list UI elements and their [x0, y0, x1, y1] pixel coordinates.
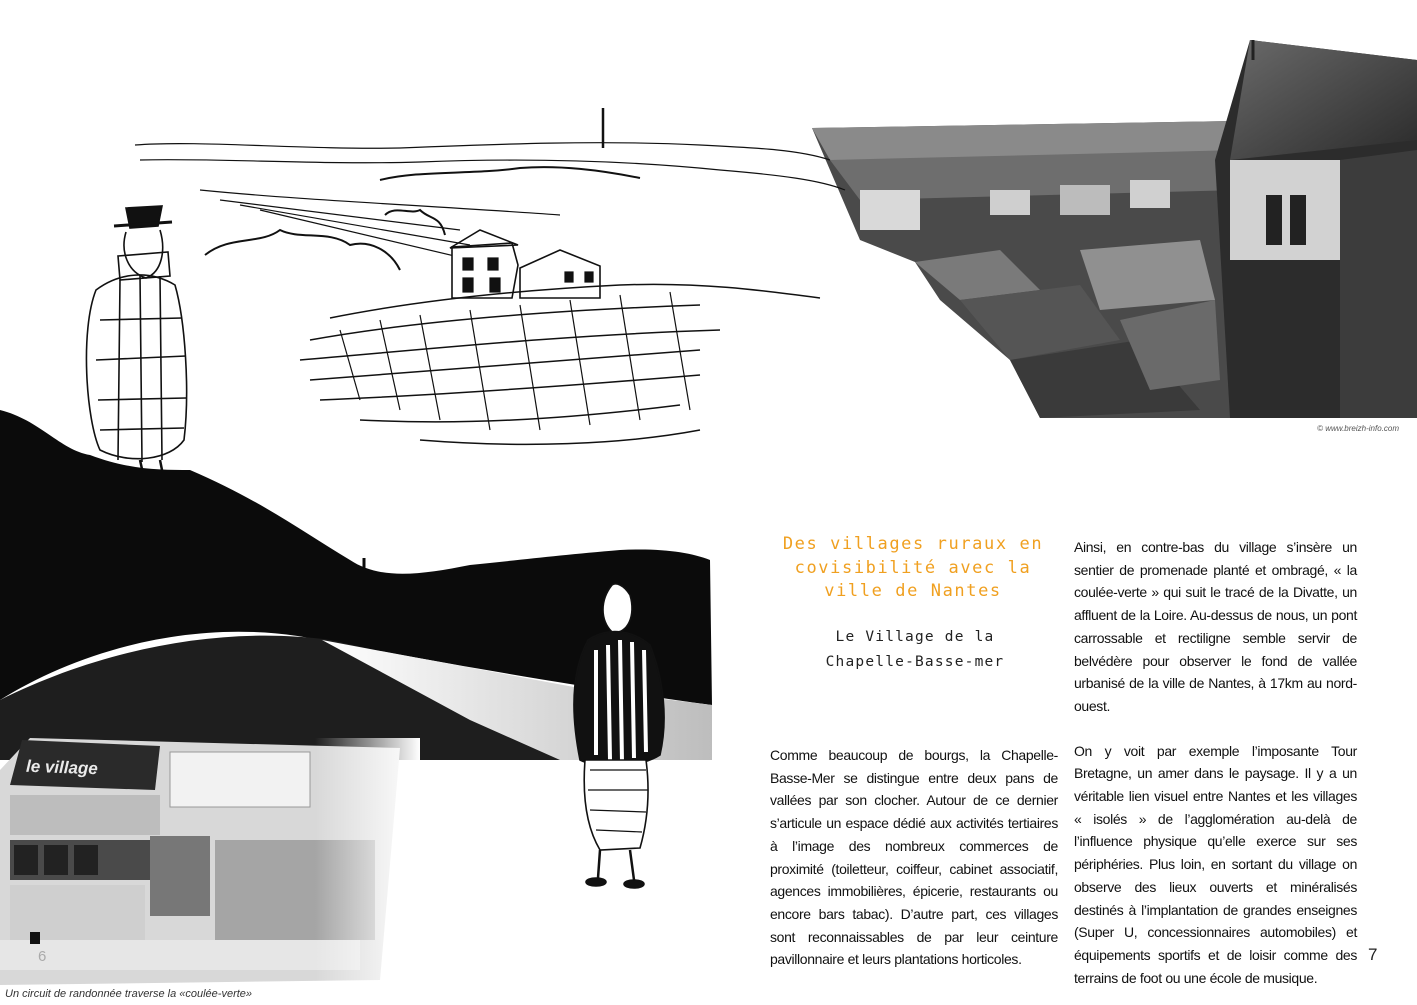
left-text-column: [770, 744, 1058, 971]
page-number-left: 6: [38, 948, 47, 965]
landscape-sketch: [135, 108, 845, 444]
photo-caption: Un circuit de randonnée traverse la «coulée-verte»: [5, 988, 253, 1000]
section-heading: [768, 533, 1058, 604]
heading-line: Des villages ruraux en: [782, 534, 1044, 554]
section-subheading: [800, 625, 1030, 674]
aerial-photo: [812, 40, 1417, 418]
heading-line: covisibilité avec la: [794, 557, 1032, 578]
body-paragraph: On y voit par exemple l’imposante Tour Bretagne, un amer dans le paysage. Il y a un véritable lien visuel entre Nantes et les villages « isolés » de l’agglomération au-delà de l’influence physique qu’elle exerce sur ses périphéries. Plus loin, en sortant du village on observe des lieux ouverts et minéralisés destinés à l’implantation de grandes enseignes (Super U, concessionnaires automobiles) et équipements sportifs et de loisir comme des terrains de foot ou une école de musique.: [1074, 742, 1357, 986]
signboard-title: le village: [25, 756, 99, 779]
subheading-line: Chapelle-Basse-mer: [825, 653, 1005, 670]
page-number-right: 7: [1368, 945, 1378, 964]
body-paragraph: Ainsi, en contre-bas du village s’insère un sentier de promenade planté et ombragé, « la coulée-verte » qui suit le tracé de la Divatte, un affluent de la Loire. Au-dessus de nous, un pont carrossable et rectiligne semble servir de belvédère pour observer le fond de vallée urbanisé de la ville de Nantes, à 17km au nord-ouest.: [1074, 539, 1357, 714]
body-paragraph: Comme beaucoup de bourgs, la Chapelle-Basse-Mer se distingue entre deux pans de vallées par son clocher. Autour de ce dernier s’articule un espace dédié aux activités tertiaires à l’image des nombreux commerces de proximité (toiletteur, coiffeur, cabinet associatif, agences immobilières, épicerie, restaurants ou encore bars tabac). D’autre part, ces villages sont reconnaissables de par leur ceinture pavillonnaire et leurs plantations horticoles.: [770, 747, 1058, 968]
heading-line: ville de Nantes: [824, 581, 1002, 601]
right-text-column: [1074, 536, 1357, 989]
photo-credit: © www.breizh-info.com: [1317, 424, 1399, 433]
sketch-figure-with-hat: [86, 206, 186, 495]
subheading-line: Le Village de la: [835, 629, 995, 645]
